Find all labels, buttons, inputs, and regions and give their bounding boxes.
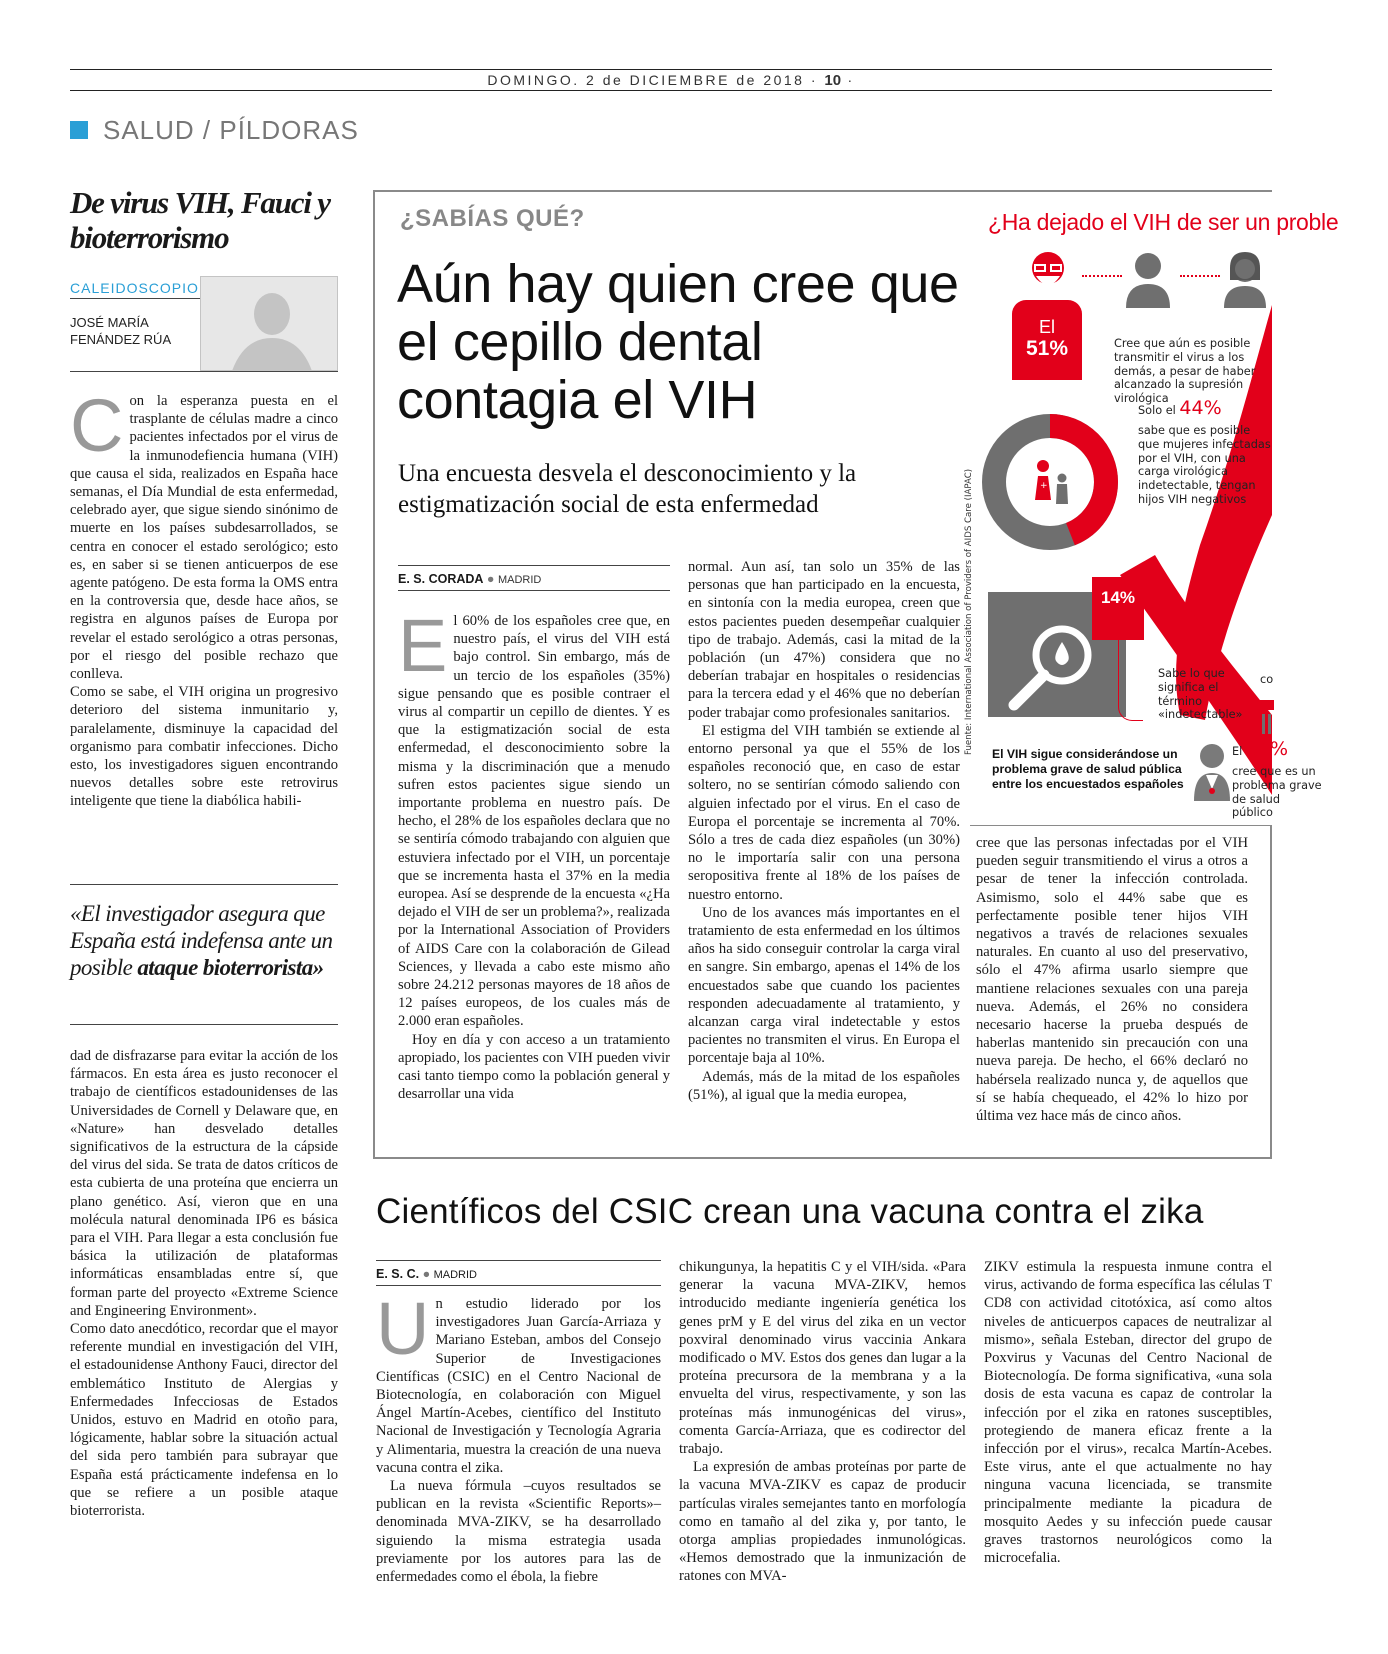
zika-paragraph: La nueva fórmula –cuyos resultados se publican en la revista «Scientific Reports»– denominada MVA-ZIKV, se ha desarrollado siguiendo la misma estrategia usada previamente por los autores para las de enfermedades como el ébola, la fiebre — [376, 1478, 661, 1586]
stat2-donut — [980, 412, 1120, 552]
zika-dropcap: U — [376, 1287, 430, 1370]
author-photo-placeholder — [200, 276, 338, 371]
feature-kicker: ¿SABÍAS QUÉ? — [400, 205, 585, 232]
pullquote-rule-bottom — [70, 1024, 338, 1025]
stat1-text: Cree que aún es posible transmitir el virus a los demás, a pesar de haber alcanzado la supresión virológica — [1114, 337, 1256, 406]
pullquote-rule-top — [70, 884, 338, 885]
zika-col-3 — [984, 1258, 1272, 1567]
column-paragraph: Como dato anecdótico, recordar que el mayor referente mundial en investigación del VIH, el estadounidense Anthony Fauci, director del emblemático Instituto de Alergias y Enfermedades Infecciosas de Estados Unidos, estuvo en Madrid en otoño para, lógicamente, hablar sobre la situación actual del sida pero también para subrayar que España está prácticamente indefensa en lo que se refiere a un posible ataque bioterrorista. — [70, 1321, 338, 1520]
stat4-value: 64% — [1245, 738, 1289, 760]
dateline-dot: · — [847, 72, 855, 88]
byline-rule-top — [398, 565, 670, 566]
column-author: JOSÉ MARÍA FENÁNDEZ RÚA — [70, 315, 172, 347]
feature-col-2 — [688, 558, 960, 1104]
cut-letters: co — [1260, 673, 1274, 686]
dateline — [70, 72, 1272, 89]
stat1-arrow-2 — [1180, 275, 1220, 277]
zika-headline: Científicos del CSIC crean una vacuna contra el zika — [376, 1192, 1204, 1231]
zika-byline-place: MADRID — [433, 1269, 477, 1281]
column-title: De virus VIH, Fauci y bioterrorismo — [70, 185, 330, 255]
feature-dropcap: E — [398, 604, 448, 687]
zika-paragraph: chikungunya, la hepatitis C y el VIH/sida. «Para generar la vacuna MVA-ZIKV, hemos introducido mediante ingeniería genética los genes prM y E del virus del zika en un vector poxviral denominado virus vaccinia Ankara modificado o MV. Estos dos genes dan lugar a la proteína precursora de la membrana y a la envuelta del virus, respectivamente, y son las proteínas más inmunogénicas del virus», comenta García-Arriaza, que es codirector del trabajo. — [679, 1259, 966, 1458]
byline-rule-bottom — [398, 590, 670, 591]
infographic-source: Fuente: International Association of Providers of AIDS Care (IAPAC) — [964, 468, 974, 755]
stat4-desc: cree que es un problema grave de salud público — [1232, 765, 1322, 820]
feature-paragraph: El estigma del VIH también se extiende al entorno personal ya que el 55% de los españoles reconoció que, en caso de estar soltero, no se sentirían cómodo saliendo con alguien infectado por el virus. En el caso de Europa el porcentaje se incrementa al 70%. Sólo a tres de cada diez españoles (un 30%) no le importaría salir con una persona seropositiva frente al 18% de los países de nuestro entorno. — [688, 722, 960, 903]
stat1-arrow-1 — [1082, 275, 1122, 277]
feature-paragraph: cree que las personas infectadas por el VIH pueden seguir transmitiendo el virus a otros a pesar de tener la infección controlada. Asimismo, solo el 44% sabe que es perfectamente posible tener hijos VIH negativos a través de relaciones sexuales naturales. En cuanto al uso del preservativo, sólo el 47% afirma usarlo siempre que mantiene relaciones sexuales con una pareja nueva. Además, el 26% no considera necesario hacerse la prueba después de haberlas mantenido sin precaución con una nueva pareja. De hecho, el 66% declaró no habérsela realizado nunca y, de aquellos que sí se había chequeado, el 42% lo hizo por última vez hace más de cinco años. — [976, 835, 1248, 1125]
stat3-value: 14% — [1100, 588, 1136, 607]
zika-byline-rule-bottom — [376, 1285, 661, 1286]
feature-paragraph: l 60% de los españoles cree que, en nuestro país, el virus del VIH está bajo control. Sin embargo, más de un tercio de los españoles (35%) sigue pensando que es posible contraer el virus al compartir un cepillo de dientes. Y es que la estigmatización social de esta enfermedad, el desconocimiento sobre la misma y la discriminación que a menudo sufren estos pacientes sigue siendo un importante problema en nuestro país. De hecho, el 28% de los españoles declara que no se sentiría cómodo trabajando con alguien que estuviera infectado por el VIH, un porcentaje que se incrementa hasta el 37% en la media europea. Así se desprende de la encuesta «¿Ha dejado el VIH de ser un problema?», realizada por la International Association of Providers of AIDS Care con la colaboración de Gilead Sciences, y llevada a cabo este mismo año sobre 24.212 personas mayores de 18 años de 12 países europeos, de los cuales más de 2.000 eran españoles. — [398, 613, 670, 1030]
zika-col-2 — [679, 1258, 966, 1586]
byline-place: MADRID — [497, 574, 542, 586]
stat4-label — [1232, 738, 1322, 760]
doctor-icon — [1192, 743, 1232, 801]
feature-paragraph: normal. Aun así, tan solo un 35% de las personas que han participado en la encuesta, en sintonía con la media europea, creen que estos pacientes pueden desempeñar cualquier tipo de trabajo. Además, casi la mitad de la población (un 47%) considera que no deberían trabajar en hospitales o residencias para la tercera edad y el 46% que no deberían poder trabajar como profesionales sanitarios. — [688, 559, 960, 721]
infographic — [964, 195, 1339, 825]
feature-headline: Aún hay quien cree que el cepillo dental contagia el VIH — [397, 254, 959, 430]
pullquote-bold: ataque bioterrorista» — [137, 955, 324, 980]
zika-byline: E. S. C. ● MADRID — [376, 1267, 477, 1281]
section-square — [70, 121, 88, 139]
stat4-pre: El — [1232, 745, 1243, 758]
man-icon — [1120, 250, 1176, 310]
column-dropcap: C — [70, 384, 124, 467]
header-rule — [70, 90, 1272, 91]
feature-col-3 — [976, 834, 1248, 1125]
cut-icon — [1260, 700, 1274, 736]
top-rule — [70, 69, 1272, 70]
infographic-title: ¿Ha dejado el VIH de ser un proble — [988, 209, 1339, 235]
stat3-connector — [1118, 640, 1143, 721]
woman-icon — [1218, 250, 1272, 310]
pullquote — [70, 900, 345, 981]
stat4-text: El VIH sigue considerándose un problema grave de salud pública entre los encuestados españoles — [992, 747, 1184, 792]
infographic-rule-left — [1270, 825, 1272, 1159]
feature-subhead: Una encuesta desvela el desconocimiento y la estigmatización social de esta enfermedad — [398, 460, 857, 518]
photo-rule — [70, 371, 338, 372]
stat2-value: 44% — [1179, 397, 1222, 419]
zika-paragraph: n estudio liderado por los investigadores Juan García-Arriaza y Mariano Esteban, ambos del Consejo Superior de Investigaciones Científicas (CSIC) en el Centro Nacional de Biotecnología, en colaboración con Miguel Ángel Martín-Acebes, científico del Instituto Nacional de Investigación y Tecnología Agraria y Alimentaria, muestra la creación de una nueva vacuna contra el zika. — [376, 1296, 661, 1476]
feature-paragraph: Hoy en día y con acceso a un tratamiento apropiado, los pacientes con VIH pueden vivir casi tanto tiempo como la población general y desarrollar una vida — [398, 1031, 670, 1103]
stat2-text: sabe que es posible que mujeres infectadas por el VIH, con una carga virológica indetectable, tengan hijos VIH negativos — [1138, 424, 1271, 506]
author-photo — [200, 276, 338, 371]
feature-paragraph: Uno de los avances más importantes en el tratamiento de esta enfermedad en los últimos años ha sido conseguir controlar la carga viral en sangre. Sin embargo, apenas el 14% de los encuestados sabe que cuando los pacientes responden adecuadamente al tratamiento, y alcanzan carga viral indetectable y estos pacientes no transmiten el virus. En Europa el porcentaje baja al 10%. — [688, 904, 960, 1067]
zika-paragraph: La expresión de ambas proteínas por parte de la vacuna MVA-ZIKV es capaz de producir partículas virales semejantes tanto en morfología como en tamaño al del zika y, por tanto, le otorga amplias propiedades inmunológicas. «Hemos demostrado que la inmunización de ratones con MVA- — [679, 1459, 966, 1585]
stat3-text: Sabe lo que significa el término «indetectable» — [1158, 667, 1243, 722]
svg-text:+: + — [1040, 481, 1048, 491]
column-body-2 — [70, 1047, 338, 1520]
feature-col-1 — [398, 604, 670, 1103]
stat2-label — [1138, 397, 1272, 419]
column-kicker: CALEIDOSCOPIO — [70, 280, 199, 296]
page-number: 10 — [824, 72, 842, 89]
dateline-date: DOMINGO. 2 de DICIEMBRE de 2018 · — [487, 72, 819, 88]
pullquote-text: «El investigador asegura que España está indefensa ante un posible — [70, 901, 333, 980]
zika-col-1 — [376, 1287, 661, 1586]
stat1-value: 51% — [1025, 337, 1069, 360]
column-paragraph: Como se sabe, el VIH origina un progresivo deterioro del sistema inmunitario y, paralelamente, disminuye la capacidad del organismo para combatir infecciones. Dicho esto, los investigadores siguen encontrando nuevos detalles sobre este retrovirus inteligente que tiene la diabólica habili- — [70, 684, 338, 810]
feature-paragraph: Además, más de la mitad de los españoles (51%), al igual que la media europea, — [688, 1068, 960, 1103]
zika-byline-rule-top — [376, 1260, 661, 1261]
magnifier-icon — [1000, 615, 1110, 715]
feature-byline: E. S. CORADA ● MADRID — [398, 572, 542, 586]
infographic-rule — [970, 825, 1272, 826]
byline-name: E. S. CORADA — [398, 572, 484, 586]
stat2-pre: Solo el — [1138, 404, 1176, 417]
column-paragraph: dad de disfrazarse para evitar la acción de los fármacos. En esta área es justo reconocer el trabajo de científicos estadounidenses de las Universidades de Cornell y Delaware que, en «Nature» han desvelado detalles significativos de la estructura de la cápside del virus del sida. Se trata de datos críticos de esta cubierta de una proteína que encierra un plano genético. Así, vieron que en una molécula natural denominada IP6 es básica para el VIH. Para llegar a esta conclusión fue básica la utilización de plataformas informáticas ensambladas entre sí, que forman parte del proyecto «Extreme Science and Engineering Environment». — [70, 1048, 338, 1319]
column-paragraph: on la esperanza puesta en el trasplante de células madre a cinco pacientes infectados por el virus de la inmunodefiencia humana (VIH) que causa el sida, realizados en España hace semanas, el Día Mundial de esta enfermedad, celebrado ayer, que sigue siendo sinónimo de muerte en los países subdesarrollados, se centra en conocer el estado serológico; esto es, en saber si se tienen anticuerpos de ese agente patógeno. De esta forma la OMS entra en la controversia que, desde hace años, se registra en algunos países de Europa por revelar el estado serológico a otras personas, por el riesgo del posible rechazo que conlleva. — [70, 393, 338, 683]
zika-byline-name: E. S. C. — [376, 1267, 420, 1281]
zika-paragraph: ZIKV estimula la respuesta inmune contra el virus, activando de forma específica las células T CD8 con actividad citotóxica, así como altos niveles de anticuerpos capaces de neutralizar al mismo», señala Esteban, director del grupo de Poxvirus y Vacunas del Centro Nacional de Biotecnología. De forma significativa, «una sola dosis de esta vacuna es capaz de controlar la infección por el zika en ratones susceptibles, protegiendo de manera eficaz frente a la infección por el virus», recalca Martín-Acebes. Este virus, ante el que actualmente no hay ninguna vacuna licenciada, se transmite principalmente mediante la picadura de mosquito Aedes y su infección puede causar graves trastornos neurológicos como la microcefalia. — [984, 1259, 1272, 1567]
stat1-pre: El — [1038, 317, 1055, 337]
column-body-1 — [70, 384, 338, 811]
bearded-man-icon — [1020, 250, 1076, 300]
section-title: SALUD / PÍLDORAS — [103, 115, 359, 145]
